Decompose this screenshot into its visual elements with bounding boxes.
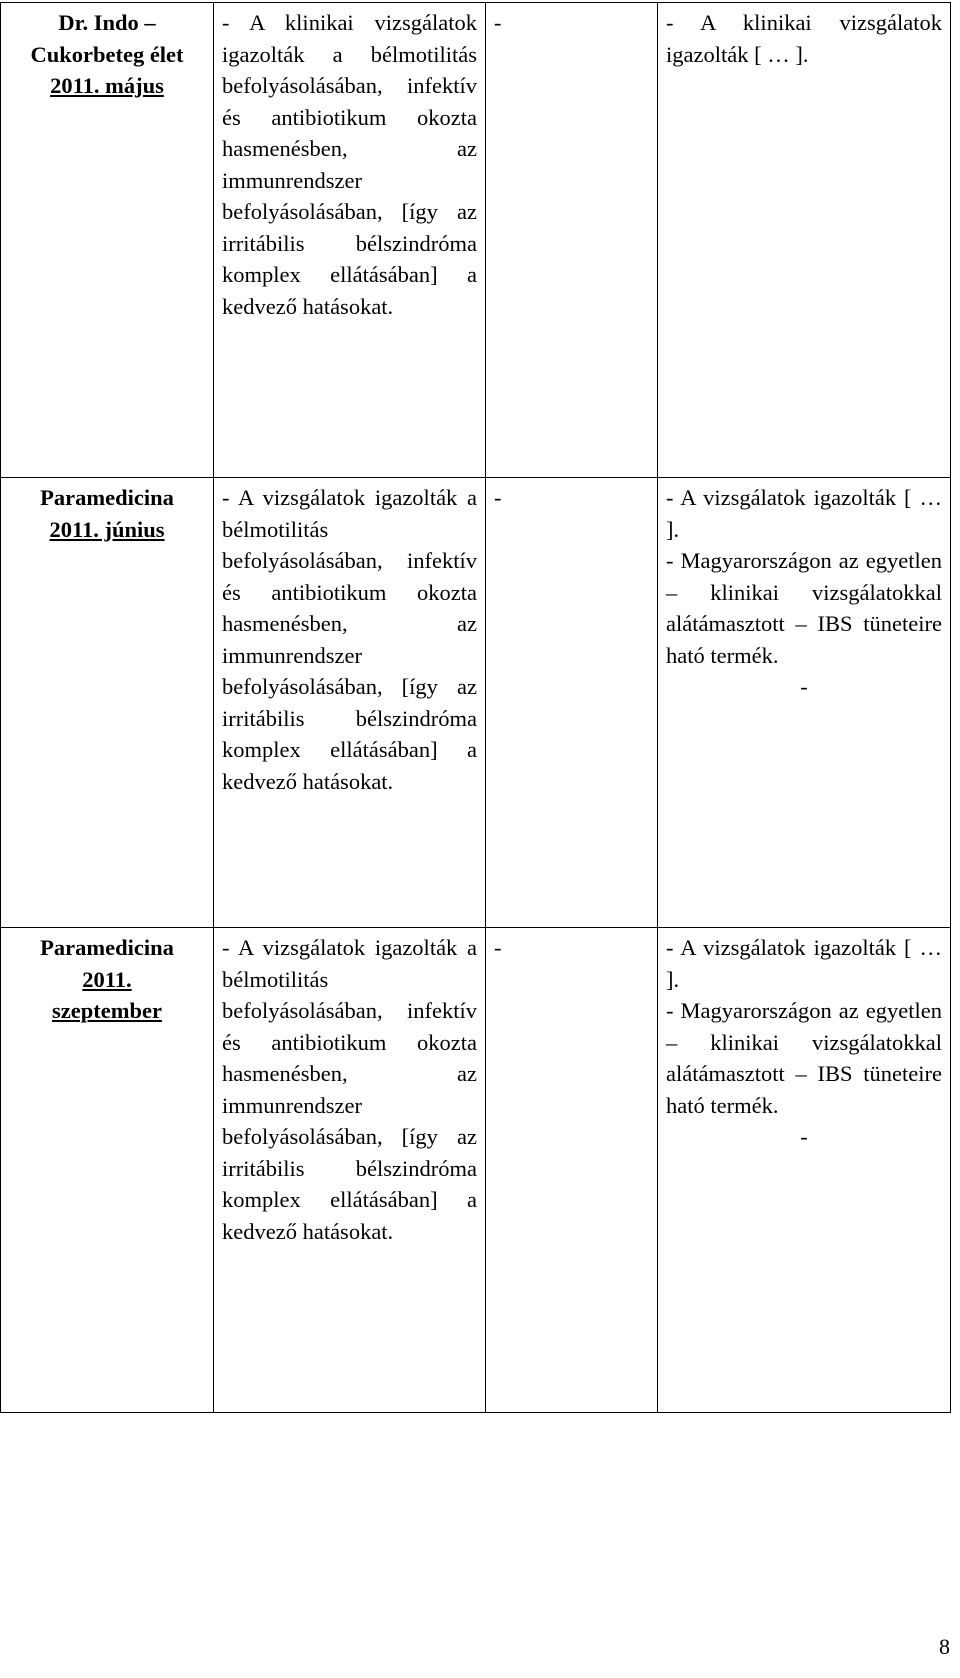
claim-text: - A vizsgálatok igazolták a bélmotilitás befolyásolásában, infektív és antibiotikum okozta hasmenésben, az immunrendszer befolyásolásában, [így az irritábilis bélszindróma komplex ellátásában] a kedvező hatásokat. — [222, 935, 477, 1244]
dash-cell — [486, 478, 658, 928]
source-line: szeptember — [52, 998, 162, 1023]
claim-text: - A vizsgálatok igazolták a bélmotilitás befolyásolásában, infektív és antibiotikum okozta hasmenésben, az immunrendszer befolyásolásában, [így az irritábilis bélszindróma komplex ellátásában] a kedvező hatásokat. — [222, 485, 477, 794]
note-text: - Magyarországon az egyetlen – klinikai vizsgálatokkal alátámasztott – IBS tüneteire ható termék. — [666, 998, 942, 1118]
source-cell — [1, 478, 214, 928]
page-number: 8 — [939, 1634, 950, 1659]
table-row — [1, 3, 951, 478]
source-line: Dr. Indo – — [58, 10, 156, 35]
note-cell — [658, 3, 951, 478]
note-text: - A klinikai vizsgálatok igazolták [ … ]. — [666, 10, 942, 67]
note-text: - A vizsgálatok igazolták [ … ]. — [666, 485, 942, 542]
source-line: 2011. — [82, 966, 132, 992]
table-row — [1, 928, 951, 1413]
claims-table — [0, 2, 951, 1413]
claim-text: - A klinikai vizsgálatok igazolták a bélmotilitás befolyásolásában, infektív és antibiotikum okozta hasmenésben, az immunrendszer befolyásolásában, [így az irritábilis bélszindróma komplex ellátásában] a kedvező hatásokat. — [222, 10, 477, 319]
claim-cell — [214, 928, 486, 1413]
dash-cell — [486, 3, 658, 478]
dash-text: - — [494, 485, 502, 510]
note-text: - Magyarországon az egyetlen – klinikai vizsgálatokkal alátámasztott – IBS tüneteire ható termék. — [666, 548, 942, 668]
table-row — [1, 478, 951, 928]
note-dash: - — [800, 1124, 808, 1149]
dash-cell — [486, 928, 658, 1413]
claim-cell — [214, 3, 486, 478]
dash-text: - — [494, 10, 502, 35]
note-cell — [658, 928, 951, 1413]
source-line: 2011. június — [49, 516, 165, 542]
source-line: Cukorbeteg élet — [30, 41, 184, 67]
source-line: Paramedicina — [40, 485, 174, 510]
dash-text: - — [494, 935, 502, 960]
source-line: 2011. május — [50, 73, 164, 98]
note-cell — [658, 478, 951, 928]
note-dash: - — [800, 674, 808, 699]
source-cell — [1, 3, 214, 478]
note-text: - A vizsgálatok igazolták [ … ]. — [666, 935, 942, 992]
claim-cell — [214, 478, 486, 928]
source-line: Paramedicina — [40, 935, 174, 960]
source-cell — [1, 928, 214, 1413]
